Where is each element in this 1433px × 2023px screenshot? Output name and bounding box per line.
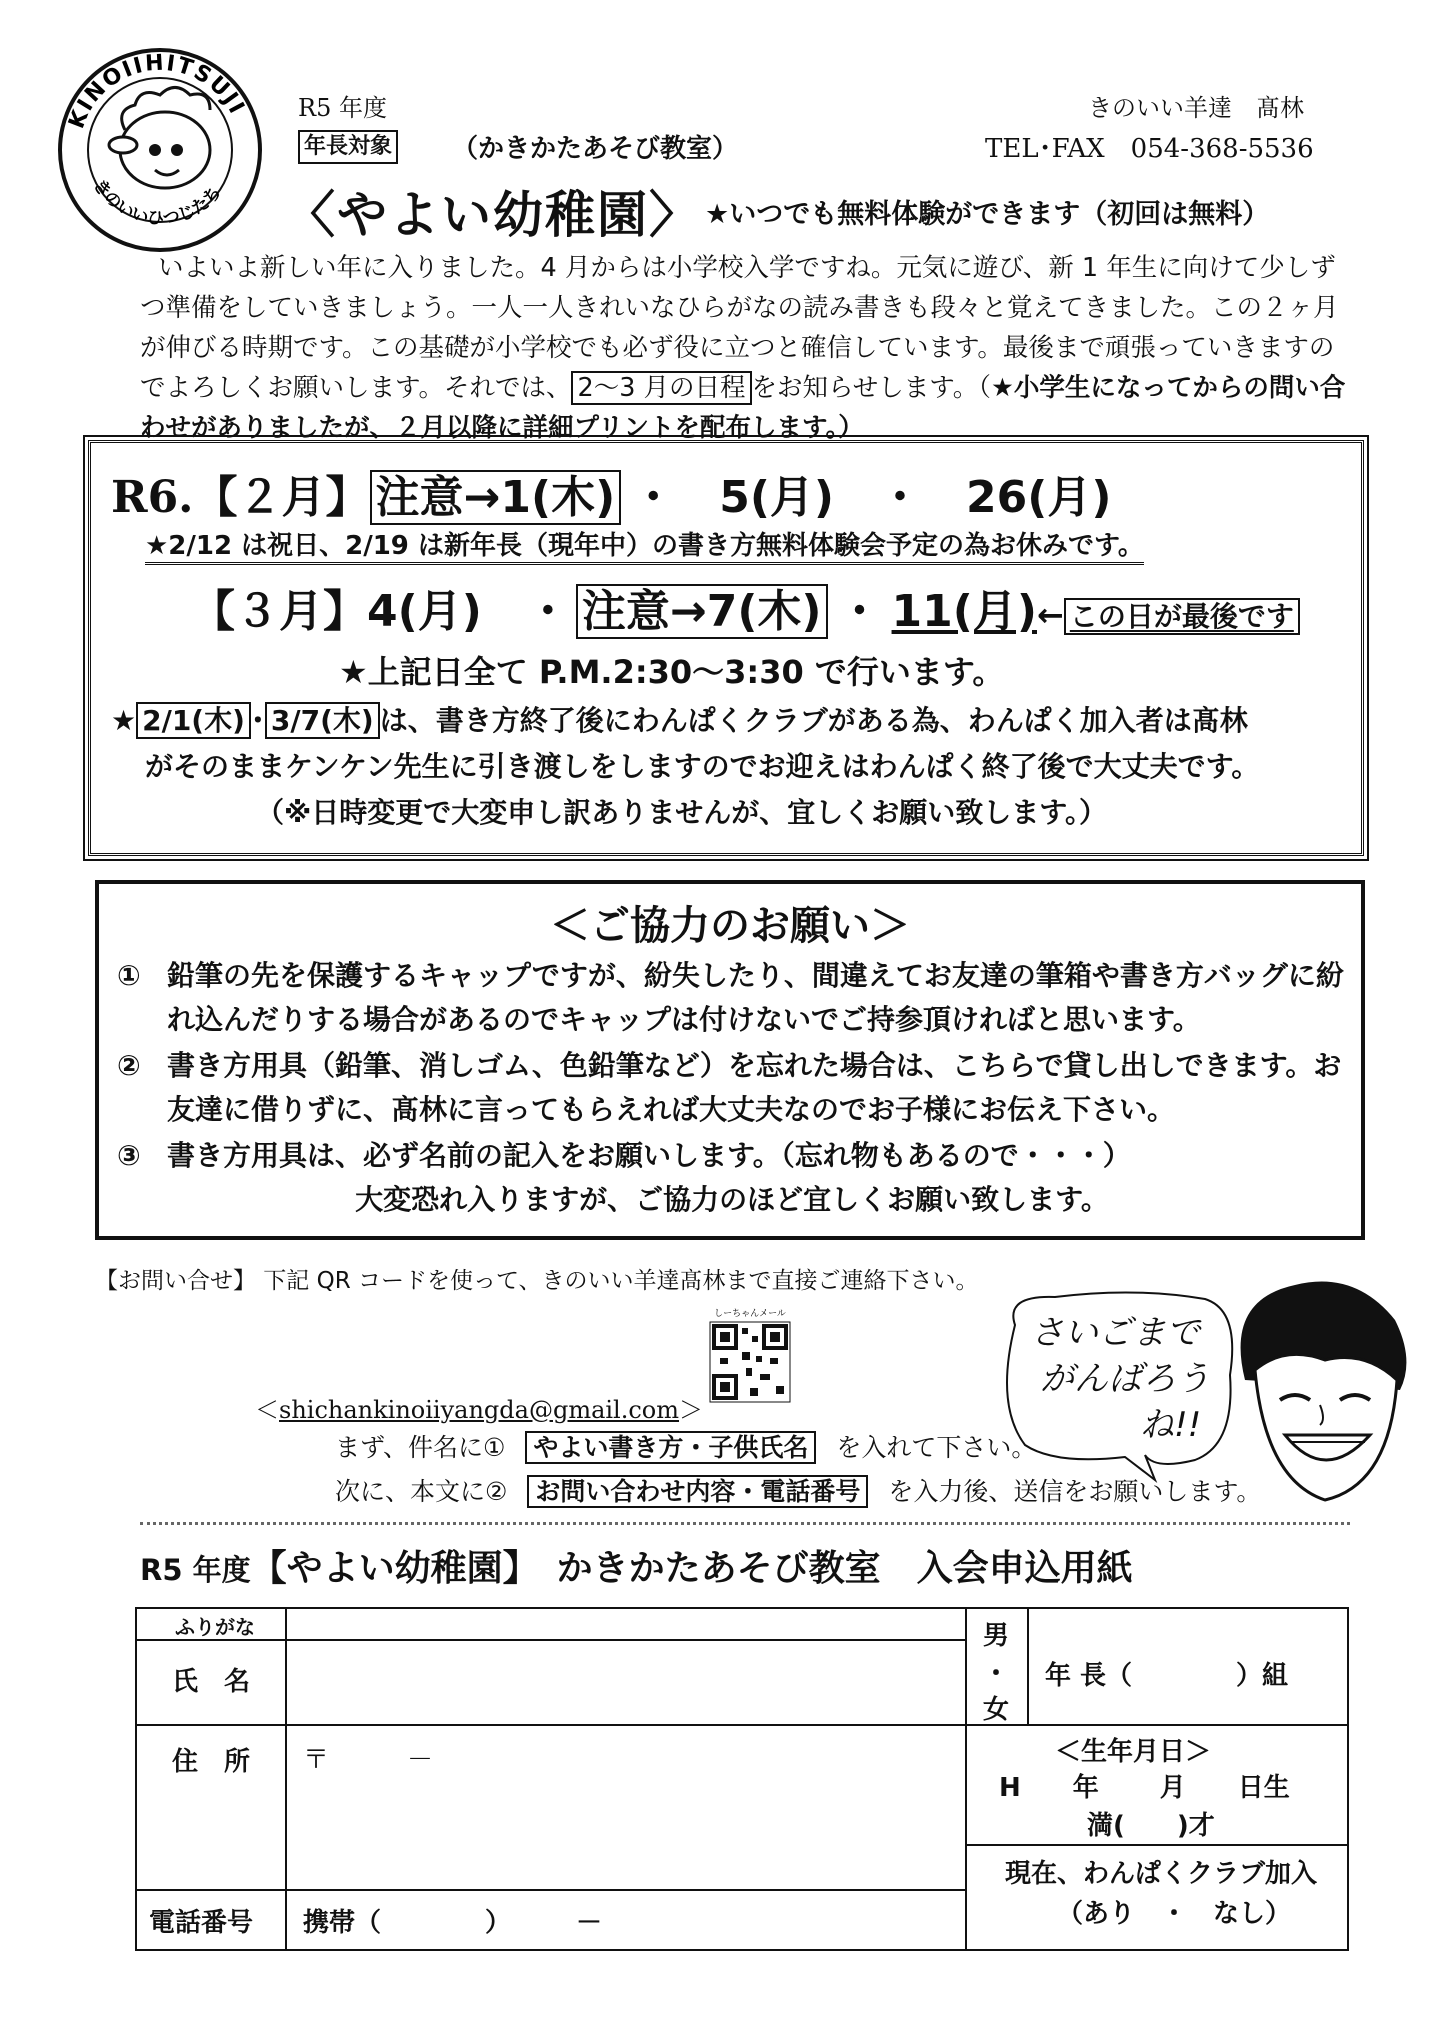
target-badge: 年長対象 [298, 130, 398, 164]
item-text: 書き方用具（鉛筆、消しゴム、色鉛筆など）を忘れた場合は、こちらで貸し出しできます。お友達に借りずに、髙林に言ってもらえれば大丈夫なのでお子様にお伝え下さい。 [167, 1049, 1342, 1126]
address-label: 住 所 [172, 1747, 251, 1777]
mar-last-date: 11(月) [891, 586, 1037, 637]
email-link[interactable]: shichankinoiiyangda@gmail.com [279, 1396, 680, 1424]
february-schedule [111, 461, 1112, 525]
feb-notice-date: 注意→1(木) [370, 470, 622, 525]
logo-ring-top: KINOIIHITSUJI [64, 50, 250, 133]
bubble-line-3: ね!! [1140, 1405, 1202, 1445]
item-number: ② [117, 1049, 141, 1082]
qr-caption: しーちゃんメール [714, 1309, 786, 1319]
subject-post: を入れて下さい。 [836, 1433, 1037, 1462]
application-form [135, 1607, 1349, 1951]
intro-boxed-schedule: 2～3 月の日程 [571, 371, 751, 405]
mar-notice-date: 注意→7(木) [576, 584, 828, 639]
item-text: 書き方用具は、必ず名前の記入をお願いします。（忘れ物もあるので・・・） [167, 1139, 1131, 1172]
arrow-left-icon: ← [1037, 596, 1064, 634]
intro-text-1: いよいよ新しい年に入りました。4 月からは小学校入学ですね。元気に遊び、新 1 年生に向けて少しずつ準備をしていきましょう。一人一人きれいなひらがなの読み書きも段々と覚えてきました。この２ヶ月が伸びる時期です。この基礎が小学校でも必ず役に立つと確信しています。最後まで頑張っていきますのでよろしくお願いします。それでは、 [140, 253, 1339, 403]
feb-other-dates: ・ 5(月) ・ 26(月) [631, 472, 1112, 523]
logo-ring-bottom: きのいいひつじたち [88, 175, 226, 230]
cooperation-box [95, 880, 1365, 1240]
teacher-face-illustration [1225, 1270, 1415, 1510]
cooperation-item-3 [117, 1134, 1347, 1178]
name-label: 氏 名 [172, 1667, 251, 1697]
intro-paragraph [140, 248, 1350, 448]
club-text-1: は、書き方終了後にわんぱくクラブがある為、わんぱく加入者は髙林 [379, 704, 1248, 737]
schedule-box [88, 440, 1364, 856]
mar-separator: ・ [837, 586, 882, 637]
cut-line [140, 1522, 1350, 1525]
club-date-dot: ･ [250, 704, 265, 737]
club-options[interactable]: （あり ・ なし） [1057, 1899, 1292, 1929]
fiscal-year: R5 年度 [298, 94, 387, 122]
intro-bold-note: ★小学生になってからの問い合わせがありましたが、２月以降に詳細プリントを配布します。） [140, 373, 1346, 443]
mar-prefix: 【３月】4(月) ・ [191, 586, 570, 637]
page-title: 〈やよい幼稚園〉 [285, 186, 701, 244]
form-title-year: R5 年度 [140, 1553, 251, 1587]
age-field[interactable]: 満( )才 [1087, 1811, 1215, 1841]
mobile-field[interactable]: 携帯（ ） － [303, 1908, 603, 1938]
february-holiday-note: ★2/12 は祝日、2/19 は新年長（現年中）の書き方無料体験会予定の為お休みです。 [145, 525, 1144, 565]
bubble-text [1030, 1310, 1210, 1448]
organization-name: きのいい羊達 髙林 [1088, 94, 1304, 122]
cooperation-item-2 [117, 1044, 1347, 1132]
bubble-line-2: がんばろう [1040, 1359, 1210, 1399]
qr-code-icon[interactable] [690, 1302, 810, 1422]
sex-male[interactable]: 男 [983, 1621, 1010, 1651]
feb-prefix: R6.【２月】 [111, 472, 370, 523]
time-note: ★上記日全て P.M.2:30～3:30 で行います。 [339, 653, 1005, 691]
postal-field[interactable]: 〒 － [303, 1745, 434, 1775]
item-number: ③ [117, 1139, 141, 1172]
birthday-field[interactable]: H 年 月 日生 [999, 1773, 1290, 1803]
last-day-note: この日が最後です [1064, 598, 1300, 635]
subject-instruction [335, 1428, 1036, 1464]
class-name: （かきかたあそび教室） [452, 134, 739, 164]
sex-dot: ・ [983, 1659, 1010, 1689]
club-note-line-2: がそのままケンケン先生に引き渡しをしますのでお迎えはわんぱく終了後で大丈夫です。 [145, 750, 1260, 783]
march-schedule [191, 575, 1300, 639]
club-note-line-3: （※日時変更で大変申し訳ありませんが、宜しくお願い致します。） [256, 796, 1107, 829]
email-line [255, 1390, 703, 1425]
club-note-line-1 [111, 699, 1248, 739]
subject-pre: まず、件名に① [335, 1433, 506, 1462]
body-post: を入力後、送信をお願いします。 [888, 1477, 1262, 1506]
phone-label: 電話番号 [149, 1908, 254, 1938]
intro-text-2: をお知らせします。（ [751, 373, 991, 403]
bubble-line-1: さいごまで [1030, 1313, 1200, 1353]
kinoii-hitsuji-logo [55, 45, 265, 255]
subject-box: やよい書き方・子供氏名 [525, 1431, 816, 1464]
cooperation-closing: 大変恐れ入りますが、ご協力のほど宜しくお願い致します。 [355, 1183, 1109, 1216]
form-title [140, 1540, 1133, 1591]
tel-fax: TEL･FAX 054-368-5536 [985, 134, 1314, 164]
club-question: 現在、わんぱくクラブ加入 [1005, 1859, 1318, 1889]
email-bracket-close: ＞ [679, 1396, 704, 1424]
body-pre: 次に、本文に② [335, 1477, 508, 1506]
star-icon: ★ [111, 704, 137, 737]
sex-female[interactable]: 女 [983, 1695, 1010, 1725]
form-title-main: 【やよい幼稚園】 かきかたあそび教室 入会申込用紙 [250, 1548, 1133, 1589]
furigana-field[interactable] [303, 1611, 953, 1637]
item-text: 鉛筆の先を保護するキャップですが、紛失したり、間違えてお友達の筆箱や書き方バッグに紛れ込んだりする場合があるのでキャップは付けないでご持参頂ければと思います。 [167, 959, 1344, 1036]
furigana-label: ふりがな [175, 1615, 255, 1639]
club-date-1: 2/1(木) [136, 702, 251, 739]
free-trial-note: ★いつでも無料体験ができます（初回は無料） [705, 199, 1270, 230]
body-box: お問い合わせ内容・電話番号 [527, 1475, 868, 1508]
name-field[interactable] [303, 1645, 953, 1719]
email-bracket-open: ＜ [255, 1396, 279, 1424]
item-number: ① [117, 959, 141, 992]
club-date-2: 3/7(木) [265, 702, 380, 739]
class-field[interactable]: 年 長（ ）組 [1045, 1661, 1289, 1691]
cooperation-item-1 [117, 954, 1347, 1042]
cooperation-title: ＜ご協力のお願い＞ [550, 903, 910, 949]
birthday-title: ＜生年月日＞ [1055, 1737, 1212, 1767]
contact-note: 【お問い合せ】 下記 QR コードを使って、きのいい羊達髙林まで直接ご連絡下さい。 [95, 1268, 979, 1294]
